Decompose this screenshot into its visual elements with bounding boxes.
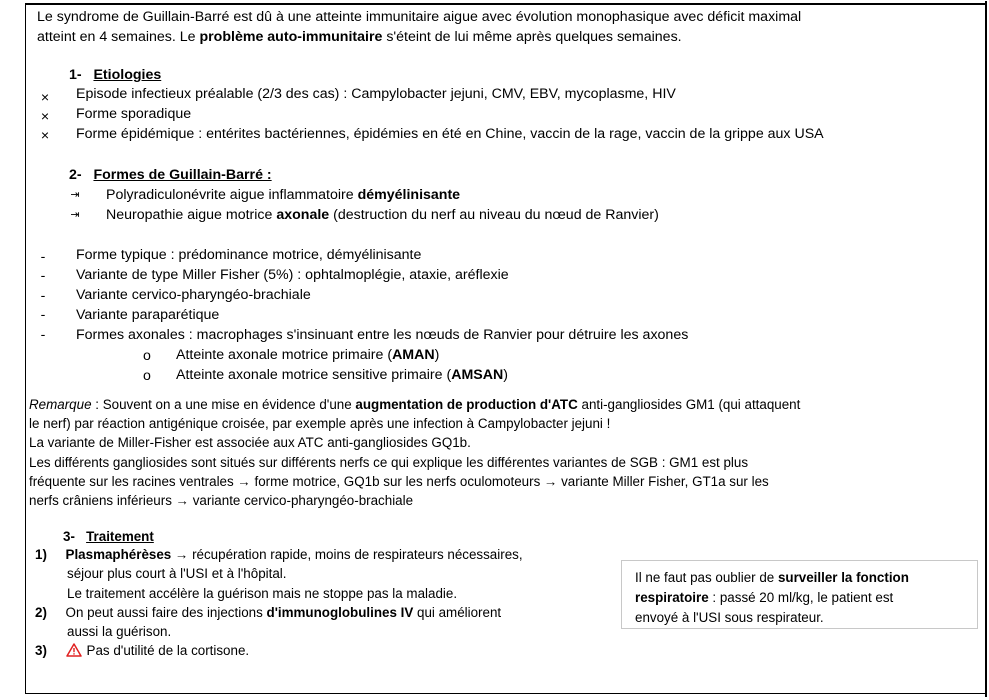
section-2-heading [69, 165, 272, 185]
list-item: Atteinte axonale motrice sensitive primaire (AMSAN) [176, 367, 508, 383]
section-3-title: Traitement [86, 529, 154, 544]
intro-line-1: Le syndrome de Guillain-Barré est dû à une atteinte immunitaire aigue avec évolution monophasique avec déficit maximal [37, 9, 802, 25]
dash-bullet: - [40, 327, 46, 343]
list-item-continuation: Le traitement accélère la guérison mais ne stoppe pas la maladie. [67, 585, 458, 601]
section-2-title: Formes de Guillain-Barré : [93, 167, 272, 183]
axonal-sublist [176, 345, 508, 385]
list-item-continuation: séjour plus court à l'USI et à l'hôpital. [67, 566, 287, 582]
list-item: 2) On peut aussi faire des injections d'immunoglobulines IV qui améliorent [35, 604, 502, 620]
treatment-list [35, 545, 523, 661]
remark-line-1: Remarque : Souvent on a une mise en évidence d'une augmentation de production d'ATC anti-gangliosides GM1 (qui attaquent [29, 397, 801, 412]
list-item: Forme épidémique : entérites bactériennes, épidémies en été en Chine, vaccin de la rage, vaccin de la grippe aux USA [76, 126, 824, 142]
list-item: Formes axonales : macrophages s'insinuant entre les nœuds de Ranvier pour détruire les axones [76, 327, 689, 343]
note-line-3: envoyé à l'USI sous respirateur. [635, 610, 824, 625]
list-item: Variante cervico-pharyngéo-brachiale [76, 287, 311, 303]
cross-bullet-icon: × [40, 109, 50, 125]
list-item-continuation: aussi la guérison. [67, 624, 172, 640]
section-1-number: 1- [69, 67, 82, 83]
cross-bullet-icon: × [40, 90, 50, 106]
section-3-heading [63, 527, 154, 547]
etiologies-list [76, 85, 824, 145]
remark-line-2: le nerf) par réaction antigénique croisée, par exemple après une infection à Campylobacter jejuni ! [29, 416, 611, 432]
intro-paragraph [37, 7, 801, 47]
remark-line-4: Les différents gangliosides sont situés sur différents nerfs ce qui explique les différentes variantes de SGB : GM1 est plus [29, 454, 749, 470]
arrow-bullet-icon: ⇥ [70, 209, 80, 221]
section-3-number: 3- [63, 529, 75, 544]
respiratory-note-box [621, 560, 978, 629]
warning-triangle-icon [66, 643, 82, 657]
list-item: Forme sporadique [76, 106, 192, 122]
arrow-bullet-icon: ⇥ [70, 189, 80, 201]
forms-list [106, 185, 659, 225]
dash-bullet: - [40, 249, 46, 265]
dash-bullet: - [40, 268, 46, 284]
dash-bullet: - [40, 288, 46, 304]
section-2-number: 2- [69, 167, 82, 183]
list-item: Episode infectieux préalable (2/3 des cas) : Campylobacter jejuni, CMV, EBV, mycoplasme, HIV [76, 86, 676, 102]
list-item: Polyradiculonévrite aigue inflammatoire démyélinisante [106, 187, 461, 203]
list-item: Neuropathie aigue motrice axonale (destruction du nerf au niveau du nœud de Ranvier) [106, 207, 659, 223]
remark-line-6: nerfs crâniens inférieurs → variante cervico-pharyngéo-brachiale [29, 492, 414, 508]
list-item: Variante paraparétique [76, 307, 220, 323]
list-item: 3) Pas d'utilité de la cortisone. [35, 643, 250, 659]
list-item: Variante de type Miller Fisher (5%) : ophtalmoplégie, ataxie, aréflexie [76, 267, 509, 283]
list-item: Forme typique : prédominance motrice, démyélinisante [76, 247, 422, 263]
note-line-2: respiratoire : passé 20 ml/kg, le patient est [635, 590, 894, 605]
circle-bullet: o [143, 368, 151, 384]
remark-line-3: La variante de Miller-Fisher est associée aux ATC anti-gangliosides GQ1b. [29, 435, 471, 451]
remark-line-5: fréquente sur les racines ventrales → forme motrice, GQ1b sur les nerfs oculomoteurs → variante Miller Fisher, GT1a sur les [29, 473, 769, 489]
page-right-edge [985, 1, 987, 697]
list-item: Atteinte axonale motrice primaire (AMAN) [176, 347, 440, 363]
remark-paragraph [29, 395, 800, 510]
circle-bullet: o [143, 348, 151, 364]
list-item: 1) Plasmaphérèses → récupération rapide, moins de respirateurs nécessaires, [35, 547, 523, 562]
section-1-heading [69, 65, 161, 85]
cross-bullet-icon: × [40, 128, 50, 144]
intro-line-2: atteint en 4 semaines. Le problème auto-immunitaire s'éteint de lui même après quelques semaines. [37, 29, 682, 45]
section-1-title: Etiologies [93, 67, 162, 83]
variants-list [76, 246, 688, 346]
note-line-1: Il ne faut pas oublier de surveiller la fonction [635, 570, 909, 585]
dash-bullet: - [40, 307, 46, 323]
